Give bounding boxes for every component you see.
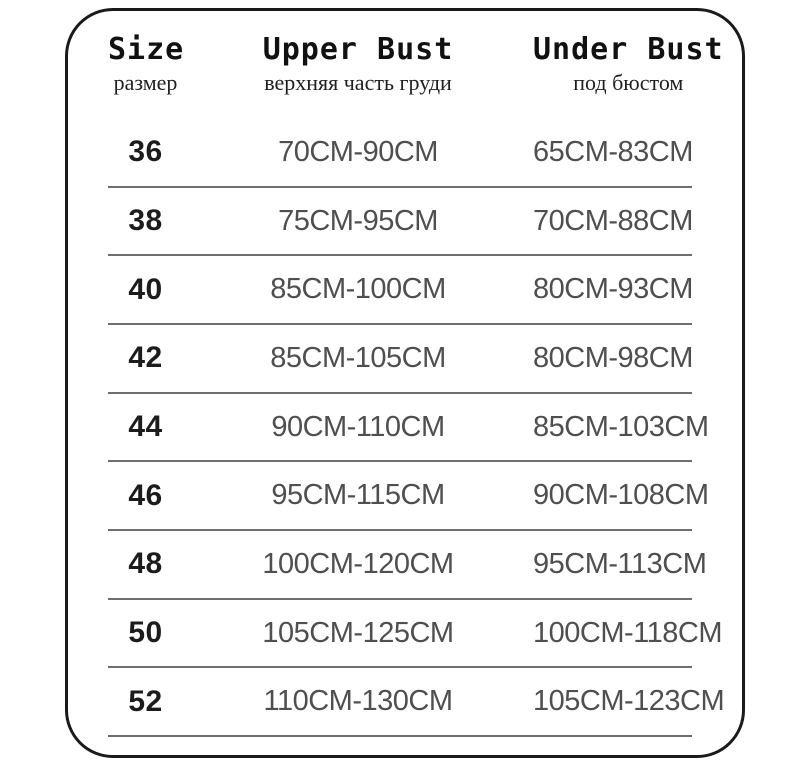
under-bust-cell: 70CM-88CM <box>533 204 693 237</box>
table-row <box>108 600 722 669</box>
size-cell: 42 <box>128 341 163 375</box>
under-bust-cell: 65CM-83CM <box>533 135 693 168</box>
table-row <box>108 325 692 394</box>
table-row <box>108 462 709 531</box>
under-bust-cell: 80CM-98CM <box>533 341 693 374</box>
column-header-size-en: Size <box>108 32 185 67</box>
upper-bust-cell: 85CM-105CM <box>270 341 446 374</box>
upper-bust-cell: 95CM-115CM <box>271 479 445 512</box>
size-cell: 36 <box>128 135 163 169</box>
table-header <box>68 11 742 119</box>
column-header-under-bust-ru: под бюстом <box>573 70 684 95</box>
column-header-upper-bust-en: Upper Bust <box>262 32 454 67</box>
table-row <box>108 256 692 325</box>
size-cell: 52 <box>128 684 163 718</box>
under-bust-cell: 100CM-118CM <box>533 616 722 649</box>
table-body <box>68 119 742 755</box>
upper-bust-cell: 105CM-125CM <box>262 616 454 649</box>
under-bust-cell: 85CM-103CM <box>533 410 709 443</box>
size-cell: 48 <box>128 547 163 581</box>
column-header-size-ru: размер <box>113 70 178 95</box>
upper-bust-cell: 70CM-90CM <box>278 135 438 168</box>
table-row <box>108 531 707 600</box>
upper-bust-cell: 100CM-120CM <box>262 547 454 580</box>
table-row <box>108 668 725 737</box>
upper-bust-cell: 75CM-95CM <box>278 204 438 237</box>
under-bust-cell: 80CM-93CM <box>533 273 693 306</box>
under-bust-cell: 95CM-113CM <box>533 547 707 580</box>
size-cell: 38 <box>128 204 163 237</box>
upper-bust-cell: 90CM-110CM <box>271 410 445 443</box>
size-chart-table <box>65 8 745 758</box>
under-bust-cell: 105CM-123CM <box>533 685 725 718</box>
table-row <box>108 394 709 463</box>
upper-bust-cell: 85CM-100CM <box>270 273 446 306</box>
upper-bust-cell: 110CM-130CM <box>263 685 453 718</box>
column-header-upper-bust-ru: верхняя часть груди <box>264 70 452 95</box>
column-header-size <box>108 33 183 119</box>
table-row <box>108 188 692 257</box>
column-header-under-bust <box>533 33 724 119</box>
column-header-under-bust-en: Under Bust <box>533 32 724 67</box>
size-cell: 44 <box>128 410 163 444</box>
table-row <box>108 119 692 188</box>
size-cell: 50 <box>128 616 163 650</box>
size-cell: 40 <box>128 272 163 306</box>
size-cell: 46 <box>128 478 163 512</box>
column-header-upper-bust <box>183 33 533 119</box>
under-bust-cell: 90CM-108CM <box>533 479 709 512</box>
